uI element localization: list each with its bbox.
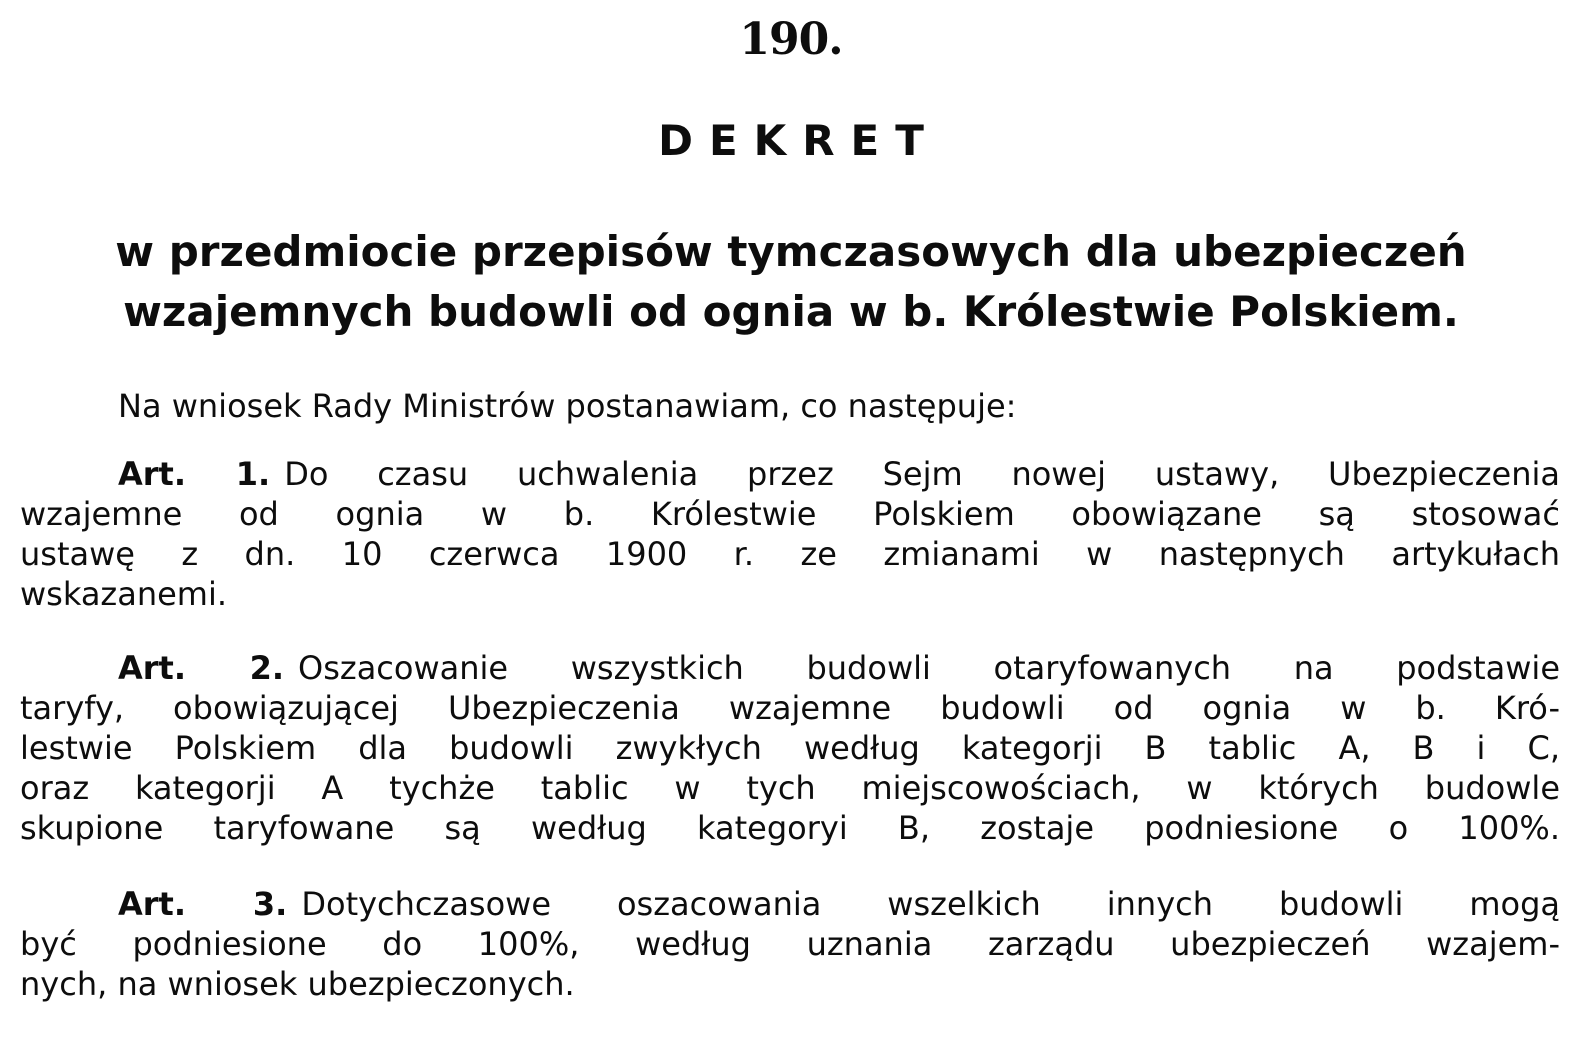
subtitle-line-1: w przedmiocie przepisów tymczasowych dla ubezpieczeń	[115, 227, 1467, 276]
article-1-line	[20, 454, 1560, 494]
article-3-label: Art. 3.	[118, 885, 288, 923]
article-1-label: Art. 1.	[118, 455, 271, 493]
document-number: 190.	[739, 14, 843, 65]
article-2-line	[20, 648, 1560, 688]
article-1-line: wzajemne od ognia w b. Królestwie Polskiem obowiązane są stosować	[20, 495, 1560, 533]
intro-paragraph: Na wniosek Rady Ministrów postanawiam, co następuje:	[118, 387, 1017, 425]
subtitle-line-2: wzajemnych budowli od ognia w b. Królestwie Polskiem.	[123, 287, 1459, 336]
article-3-line: być podniesione do 100%, według uznania zarządu ubezpieczeń wzajem-	[20, 925, 1560, 963]
article-2-line-text: Oszacowanie wszystkich budowli otaryfowanych na podstawie	[298, 649, 1560, 687]
document-subtitle	[20, 222, 1562, 342]
article-2-line: lestwie Polskiem dla budowli zwykłych według kategorji B tablic A, B i C,	[20, 729, 1560, 767]
article-1-line: ustawę z dn. 10 czerwca 1900 r. ze zmianami w następnych artykułach	[20, 535, 1560, 573]
article-2-label: Art. 2.	[118, 649, 285, 687]
document-heading: DEKRET	[658, 116, 940, 165]
article-1	[20, 454, 1560, 614]
article-2-line: skupione taryfowane są według kategoryi B, zostaje podniesione o 100%.	[20, 809, 1560, 847]
article-1-line: wskazanemi.	[20, 575, 228, 613]
article-2-line: oraz kategorji A tychże tablic w tych miejscowościach, w których budowle	[20, 769, 1560, 807]
article-2-line: taryfy, obowiązującej Ubezpieczenia wzajemne budowli od ognia w b. Kró-	[20, 689, 1560, 727]
article-3-line	[20, 884, 1560, 924]
article-1-line-text: Do czasu uchwalenia przez Sejm nowej ustawy, Ubezpieczenia	[284, 455, 1560, 493]
article-3-line-text: Dotychczasowe oszacowania wszelkich innych budowli mogą	[301, 885, 1560, 923]
article-2	[20, 648, 1560, 848]
article-3-line: nych, na wniosek ubezpieczonych.	[20, 965, 575, 1003]
article-3	[20, 884, 1560, 1004]
